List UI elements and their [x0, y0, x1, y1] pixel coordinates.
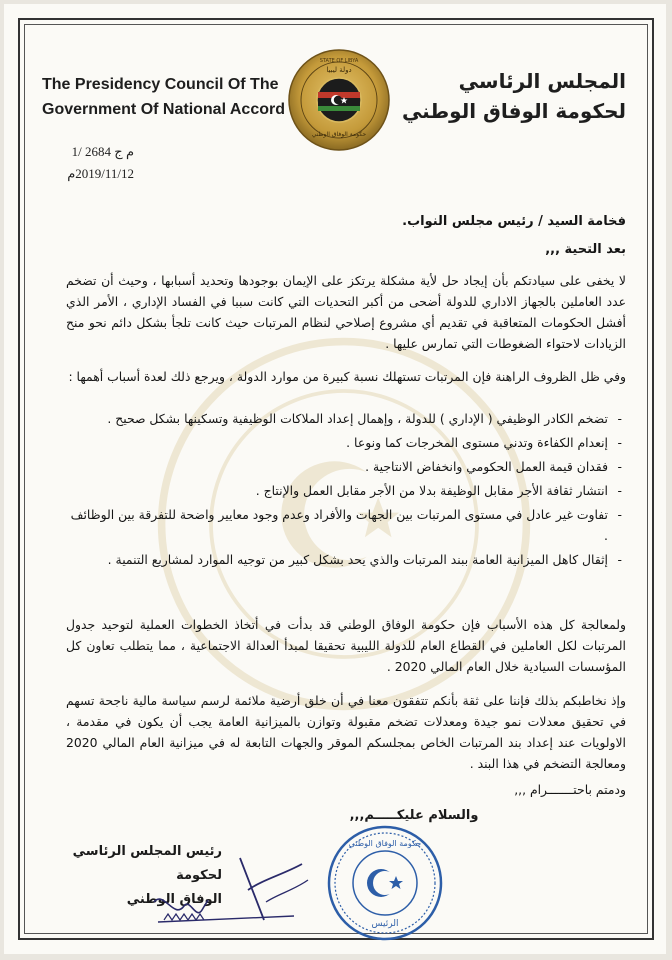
- paragraph-1: لا يخفى على سيادتكم بأن إيجاد حل لأية مشكلة يرتكز على الإيمان بوجودها وتحديد أسبابها ، وحيث أن تضخم عدد العاملين بالجهاز الاداري للدولة أضحى من أكبر التحديات التي كانت سببا في الفساد الإداري ، الأمر الذي أفشل الحكومات المتعاقبة في تقديم أي مشروع إصلاحي لنظام المرتبات حيث كانت تلجأ بشكل دائم نحو منح الزيادات لاحتواء الضغوطات التي تمارس عليها .: [66, 273, 626, 351]
- emblem-text-outer: دولة ليبيا: [326, 66, 352, 74]
- paragraph-3: ولمعالجة كل هذه الأسباب فإن حكومة الوفاق الوطني قد بدأت في أتخاذ الخطوات العملية لتوحيد جدول المرتبات لكل العاملين في القطاع العام للدولة الليبية تحقيقا لمبدأ العدالة الاجتماعية ، مما يتطلب تعاون كل المؤسسات السيادية خلال العام المالي 2020 .: [66, 617, 626, 674]
- english-title-line1: The Presidency Council Of The: [42, 76, 279, 93]
- arabic-title-line2: لحكومة الوفاق الوطني: [401, 99, 626, 123]
- english-title-line2: Government Of National Accord: [42, 101, 285, 118]
- official-stamp: [326, 824, 444, 942]
- list-item: - إثقال كاهل الميزانية العامة ببند المرتبات والذي يحد بشكل كبير من توجيه الموارد لمشاريع التنمية .: [66, 549, 626, 570]
- letter-page: [4, 4, 666, 954]
- signer-line2: الوفاق الوطني: [126, 892, 222, 907]
- list-item: - تفاوت غير عادل في مستوى المرتبات بين الجهات والأفراد وعدم وجود معايير واضحة للتفرقة بين الوظائف .: [66, 504, 626, 546]
- reasons-list: [66, 408, 626, 573]
- emblem-text-inner: حكومة الوفاق الوطني: [311, 131, 367, 138]
- reference-number: م ج 2684 /1: [71, 144, 134, 159]
- paragraph-2: وفي ظل الظروف الراهنة فإن المرتبات تستهلك نسبة كبيرة من موارد الدولة ، ويرجع ذلك لعدة أسباب أهمها :: [68, 369, 626, 384]
- list-item: - فقدان قيمة العمل الحكومي وانخفاض الانتاجية .: [66, 456, 626, 477]
- closing-respect: ودمتم باحتـــــــرام ,,,: [514, 782, 626, 797]
- greeting: بعد التحية ,,,: [545, 242, 626, 257]
- arabic-title-line1: المجلس الرئاسي: [458, 69, 626, 93]
- english-title: [42, 72, 292, 122]
- paragraph-4: وإذ نخاطبكم بذلك فإننا على ثقة بأنكم تتفقون معنا في أن خلق أرضية ملائمة لرسم سياسة مالية ناجحة تسهم في تحقيق معدلات نمو جيدة ومعدلات تضخم مقبولة وتوازن بالميزانية العامة يجب أن يكون في مقدمة ، الاولويات عند إعداد بند المرتبات الخاص بمجلسكم الموقر والجهات التابعة له في ميزانية العام المالي 2020 ومعالجة التضخم في هذا البند .: [66, 693, 626, 771]
- stamp-text-top: حكومة الوفاق الوطني: [348, 839, 422, 848]
- stamp-text-bottom: الرئيس: [371, 919, 399, 929]
- handwritten-signature: [144, 850, 314, 932]
- emblem-text-en: STATE OF LIBYA: [319, 58, 359, 64]
- addressee: فخامة السيد / رئيس مجلس النواب.: [402, 214, 626, 229]
- signer-line1: رئيس المجلس الرئاسي لحكومة: [72, 844, 222, 883]
- list-item: - إنعدام الكفاءة وتدني مستوى المخرجات كما ونوعا .: [66, 432, 626, 453]
- state-emblem-logo: [287, 48, 391, 152]
- list-item: - انتشار ثقافة الأجر مقابل الوظيفة بدلا من الأجر مقابل العمل والإنتاج .: [66, 480, 626, 501]
- arabic-title: [396, 66, 626, 126]
- letter-date: 2019/11/12م: [67, 166, 134, 181]
- list-item: - تضخم الكادر الوظيفي ( الإداري ) للدولة ، وإهمال إعداد الملاكات الوظيفية وتسكينها بشكل صحيح .: [66, 408, 626, 429]
- closing-peace: والسلام عليكـــــم,,,: [349, 808, 479, 823]
